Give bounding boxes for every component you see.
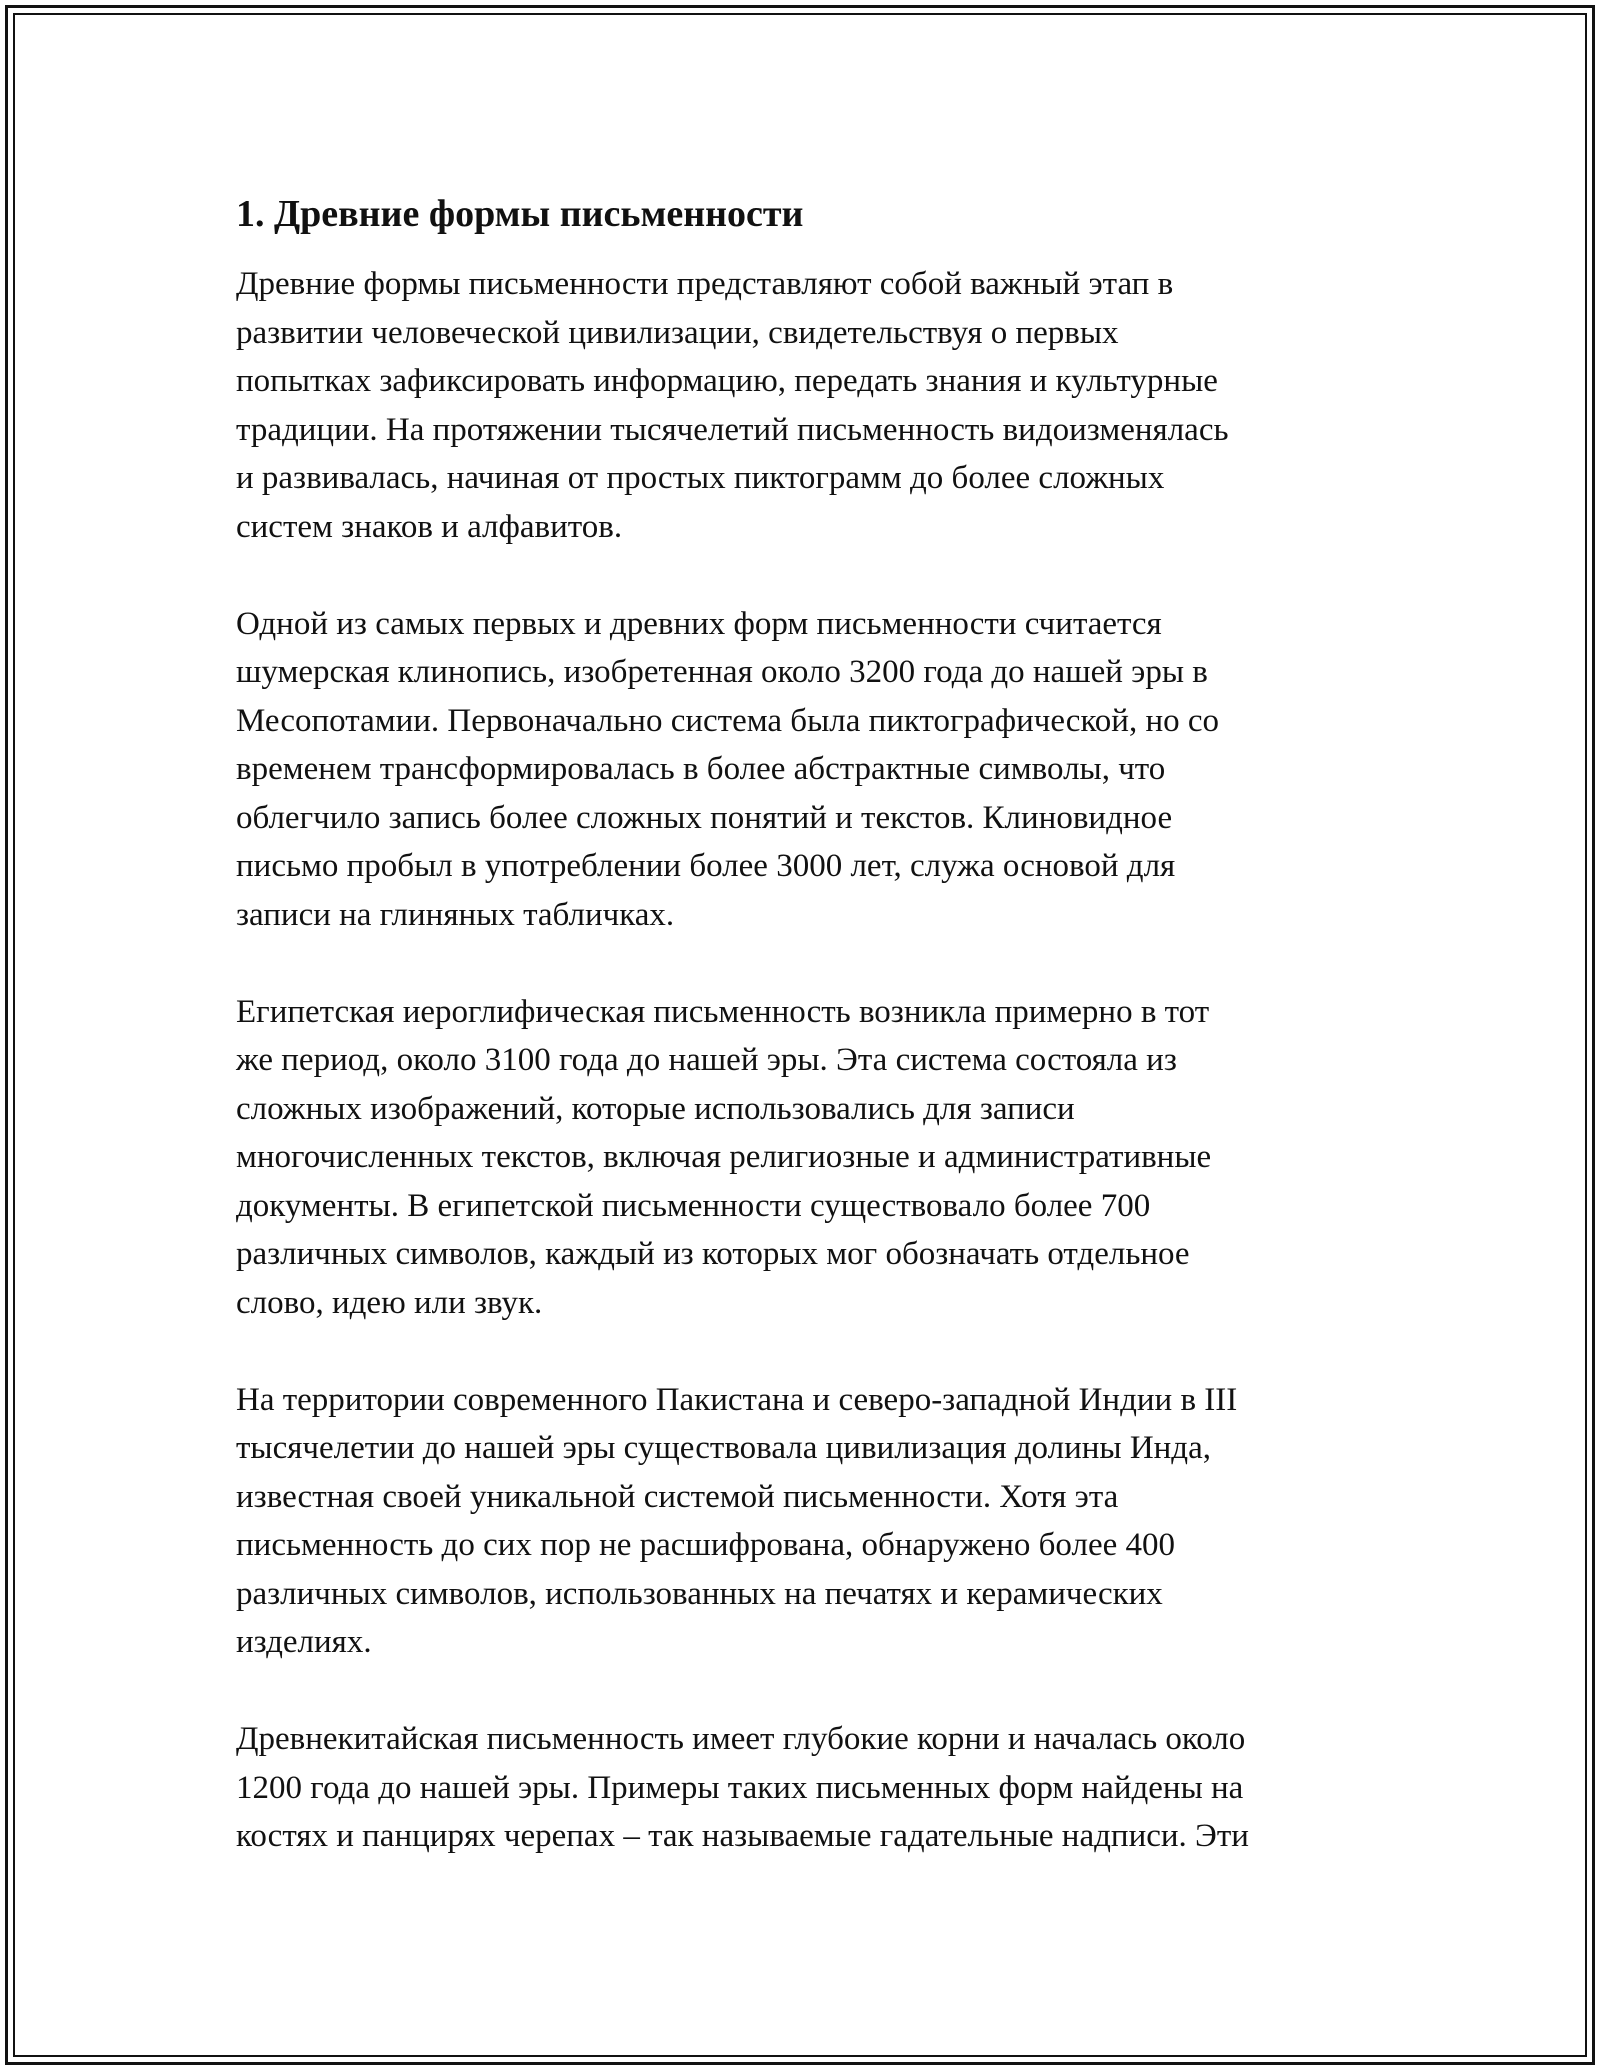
text-line: Египетская иероглифическая письменность возникла примерно в тот xyxy=(236,993,1210,1030)
text-line: и развивалась, начиная от простых пиктограмм до более сложных xyxy=(236,460,1165,496)
text-line: Месопотамии. Первоначально система была пиктографической, но со xyxy=(236,702,1220,739)
text-line: различных символов, использованных на печатях и керамических xyxy=(236,1575,1163,1612)
text-line: письмо пробыл в употреблении более 3000 лет, служа основой для xyxy=(236,848,1176,884)
text-line: многочисленных текстов, включая религиозные и административные xyxy=(236,1139,1212,1175)
text-line: слово, идею или звук. xyxy=(236,1284,543,1321)
text-line: традиции. На протяжении тысячелетий письменность видоизменялась xyxy=(236,411,1229,448)
paragraph-egyptian xyxy=(236,988,1376,1328)
text-line: развитии человеческой цивилизации, свидетельствуя о первых xyxy=(236,314,1119,351)
text-line: 1200 года до нашей эры. Примеры таких письменных форм найдены на xyxy=(236,1769,1244,1806)
text-line: письменность до сих пор не расшифрована, обнаружено более 400 xyxy=(236,1527,1175,1563)
text-line: Древнекитайская письменность имеет глубокие корни и началась около xyxy=(236,1721,1246,1757)
text-line: шумерская клинопись, изобретенная около 3200 года до нашей эры в xyxy=(236,654,1208,690)
text-line: записи на глиняных табличках. xyxy=(236,896,675,933)
section-heading: 1. Древние формы письменности xyxy=(236,193,804,235)
text-line: изделиях. xyxy=(236,1624,372,1660)
text-line: сложных изображений, которые использовались для записи xyxy=(236,1090,1075,1127)
text-line: костях и панцирях черепах – так называемые гадательные надписи. Эти xyxy=(236,1818,1249,1854)
text-line: же период, около 3100 года до нашей эры. Эта система состояла из xyxy=(236,1042,1177,1078)
paragraph-chinese xyxy=(236,1715,1376,1861)
paragraph-intro xyxy=(236,260,1376,551)
text-line: тысячелетии до нашей эры существовала цивилизация долины Инда, xyxy=(236,1430,1211,1466)
text-line: систем знаков и алфавитов. xyxy=(236,508,623,545)
paragraph-sumerian xyxy=(236,600,1376,940)
text-line: облегчило запись более сложных понятий и текстов. Клиновидное xyxy=(236,799,1173,836)
text-line: попытках зафиксировать информацию, передать знания и культурные xyxy=(236,363,1218,399)
text-line: известная своей уникальной системой письменности. Хотя эта xyxy=(236,1478,1119,1515)
text-line: Древние формы письменности представляют собой важный этап в xyxy=(236,266,1174,302)
text-line: различных символов, каждый из которых мог обозначать отдельное xyxy=(236,1236,1190,1272)
text-line: документы. В египетской письменности существовало более 700 xyxy=(236,1187,1151,1224)
document-body xyxy=(236,188,1376,1909)
text-line: На территории современного Пакистана и северо-западной Индии в III xyxy=(236,1381,1238,1418)
text-line: Одной из самых первых и древних форм письменности считается xyxy=(236,605,1162,642)
text-line: временем трансформировалась в более абстрактные символы, что xyxy=(236,751,1166,787)
paragraph-indus xyxy=(236,1376,1376,1667)
